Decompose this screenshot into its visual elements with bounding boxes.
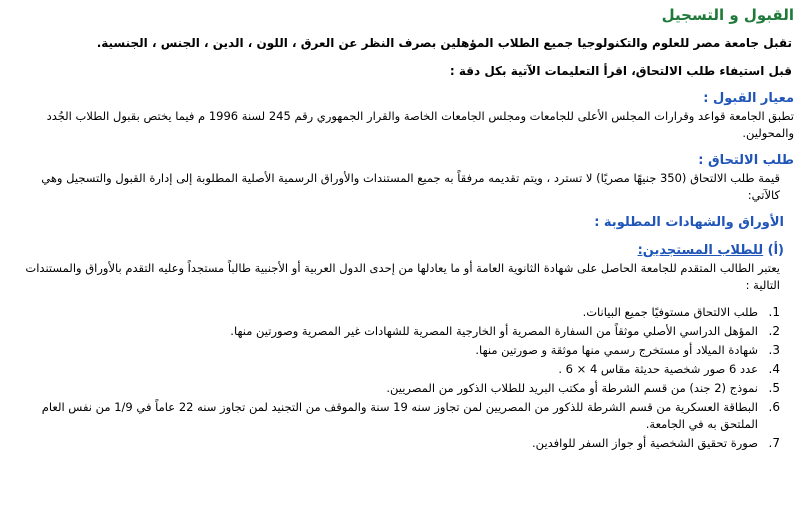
- criteria-heading: معيار القبول :: [703, 91, 794, 106]
- application-text: قيمة طلب الالتحاق (350 جنيهًا مصريًا) لا تسترد ، ويتم تقديمه مرفقاً به جميع المستندات والأوراق الرسمية الأصلية المطلوبة إلى إدارة القبول والتسجيل وهي كالآتي:: [41, 171, 780, 202]
- new-students-heading: [6, 242, 784, 260]
- list-item: 7. صورة تحقيق الشخصية أو جواز السفر للوافدين.: [532, 436, 780, 450]
- application-heading: طلب الالتحاق :: [698, 153, 794, 168]
- new-students-title: للطلاب المستجدين:: [637, 243, 764, 258]
- instructions-line: قبل استيفاء طلب الالتحاق، اقرأ التعليمات الآتية بكل دقة :: [449, 64, 792, 78]
- list-item: 4. عدد 6 صور شخصية حديثة مقاس 4 × 6 .: [558, 362, 780, 376]
- list-item: 6. البطاقة العسكرية من قسم الشرطة للذكور من المصريين لمن تجاوز سنه 19 سنة والموقف من التجنيد لمن تجاوز سنه 22 عاماً في 1/9 من نفس العام الملتحق به في الجامعة.: [41, 400, 780, 431]
- requirements-list: [6, 304, 798, 452]
- list-item: 1. طلب الالتحاق مستوفيًا جميع البيانات.: [582, 305, 780, 319]
- new-students-text: يعتبر الطالب المتقدم للجامعة الحاصل على شهادة الثانوية العامة أو ما يعادلها من إحدى الدول العربية أو الأجنبية طالباً مستجداً وعليه التقدم بالأوراق والمستندات التالية :: [25, 261, 780, 292]
- criteria-text: تطبق الجامعة قواعد وقرارات المجلس الأعلى للجامعات ومجلس الجامعات الخاصة والقرار الجمهوري رقم 245 لسنة 1996 م فيما يختص بقبول الطلاب الجُدد والمحولين.: [46, 109, 794, 140]
- new-students-prefix: (أ): [767, 243, 784, 258]
- list-item: 2. المؤهل الدراسي الأصلي موثقاً من السفارة المصرية أو الخارجية المصرية للشهادات غير المصرية وصورتين منها.: [230, 324, 780, 338]
- list-item: 5. نموذج (2 جند) من قسم الشرطة أو مكتب البريد للطلاب الذكور من المصريين.: [386, 381, 780, 395]
- list-item: 3. شهادة الميلاد أو مستخرج رسمي منها موثقة و صورتين منها.: [475, 343, 780, 357]
- intro-statement: تقبل جامعة مصر للعلوم والتكنولوجيا جميع الطلاب المؤهلين بصرف النظر عن العرق ، اللون ، الدين ، الجنس ، الجنسية.: [96, 36, 792, 50]
- page-title: القبول و التسجيل: [661, 6, 794, 24]
- documents-heading: الأوراق والشهادات المطلوبة :: [594, 215, 784, 230]
